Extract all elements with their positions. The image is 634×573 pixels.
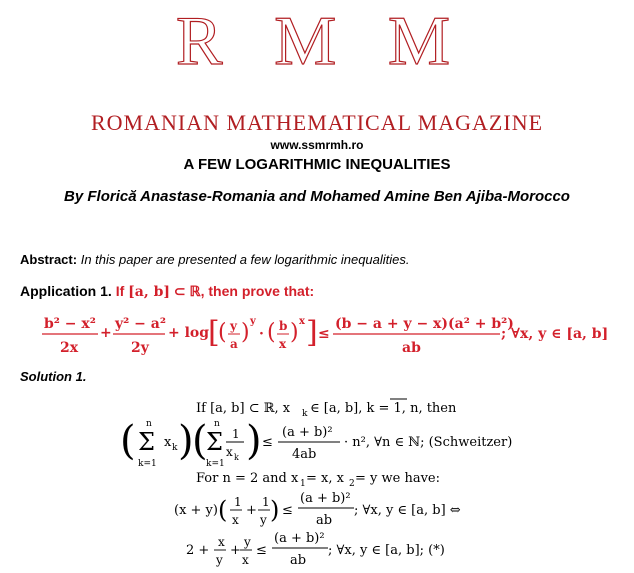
svg-text:1: 1 — [262, 495, 270, 509]
svg-text:+: + — [100, 325, 112, 341]
svg-text:; ∀x, y ∈ [a, b]: ; ∀x, y ∈ [a, b] — [501, 326, 609, 342]
svg-text:(: ( — [120, 418, 136, 464]
svg-text:y: y — [230, 319, 237, 333]
svg-text:(a + b)²: (a + b)² — [282, 425, 333, 440]
svg-text:≤: ≤ — [256, 543, 267, 558]
abstract-text: In this paper are presented a few logarithmic inequalities. — [80, 252, 410, 267]
svg-text:(: ( — [192, 418, 208, 464]
line5-tail: ; ∀x, y ∈ [a, b]; (*) — [328, 543, 445, 558]
paper-authors: By Florică Anastase-Romania and Mohamed Amine Ben Ajiba-Morocco — [64, 188, 570, 205]
svg-text:2 +: 2 + — [186, 543, 210, 558]
svg-text:y: y — [216, 553, 223, 567]
svg-text:x: x — [164, 435, 172, 450]
application-interval: [a, b] — [128, 284, 170, 300]
svg-text:(: ( — [267, 320, 276, 345]
svg-text:]: ] — [306, 315, 318, 350]
svg-text:1: 1 — [234, 495, 242, 509]
line4-tail: ; ∀x, y ∈ [a, b] ⇔ — [354, 503, 461, 518]
svg-text:x: x — [226, 445, 233, 459]
svg-text:2y: 2y — [131, 340, 149, 356]
svg-text:k=1: k=1 — [138, 459, 157, 469]
svg-text:y: y — [260, 513, 267, 527]
svg-text:): ) — [246, 418, 262, 464]
application-if: If — [115, 283, 129, 299]
svg-text:4ab: 4ab — [292, 447, 317, 462]
svg-text:): ) — [241, 320, 250, 345]
svg-text:b² − x²: b² − x² — [44, 316, 96, 332]
svg-text:b: b — [279, 319, 288, 333]
svg-text:n: n — [146, 419, 152, 429]
application-rest: ⊂ ℝ, then prove that: — [170, 283, 315, 299]
abstract — [20, 252, 410, 267]
svg-text:ab: ab — [316, 513, 333, 528]
abstract-label: Abstract: — [20, 252, 78, 267]
svg-text:k: k — [234, 453, 239, 462]
svg-text:+ log: + log — [168, 325, 210, 341]
svg-text:x: x — [232, 513, 239, 527]
rmm-logo: R M M — [175, 3, 459, 80]
svg-text:2x: 2x — [60, 340, 79, 356]
svg-text:·: · — [259, 326, 264, 342]
svg-text:a: a — [230, 337, 238, 351]
svg-text:[: [ — [208, 315, 220, 350]
svg-text:+: + — [246, 503, 257, 518]
svg-text:k: k — [302, 409, 308, 419]
svg-text:): ) — [270, 496, 280, 524]
svg-text:ab: ab — [290, 553, 307, 568]
svg-text:(: ( — [218, 320, 227, 345]
svg-text:∈ [a, b], k = 1, n, then: ∈ [a, b], k = 1, n, then — [310, 401, 457, 416]
svg-text:(b − a + y − x)(a² + b²): (b − a + y − x)(a² + b²) — [335, 316, 514, 332]
svg-text:≤: ≤ — [262, 435, 273, 450]
application-1 — [20, 283, 314, 300]
svg-text:x: x — [218, 535, 225, 549]
magazine-name: ROMANIAN MATHEMATICAL MAGAZINE — [90, 110, 544, 135]
svg-text:ab: ab — [402, 340, 421, 356]
svg-text:≤: ≤ — [282, 503, 293, 518]
svg-text:y: y — [244, 535, 251, 549]
site-url[interactable]: www.ssmrmh.ro — [270, 138, 364, 152]
svg-text:2: 2 — [349, 479, 355, 489]
solution-label: Solution 1. — [20, 369, 87, 384]
svg-text:(a + b)²: (a + b)² — [274, 531, 325, 546]
svg-text:1: 1 — [232, 427, 240, 441]
svg-text:x: x — [279, 337, 287, 351]
svg-text:k: k — [172, 443, 178, 453]
svg-text:): ) — [290, 320, 299, 345]
svg-text:Σ: Σ — [138, 428, 155, 456]
svg-text:(: ( — [218, 496, 228, 524]
solution-body — [0, 390, 634, 573]
svg-text:Σ: Σ — [206, 428, 223, 456]
svg-text:For n = 2 and x: For n = 2 and x — [196, 471, 299, 486]
svg-text:): ) — [178, 418, 194, 464]
svg-text:x: x — [242, 553, 249, 567]
application-label: Application 1. — [20, 283, 112, 299]
svg-text:(x + y): (x + y) — [174, 503, 218, 518]
svg-text:n: n — [214, 419, 220, 429]
svg-text:(a + b)²: (a + b)² — [300, 491, 351, 506]
svg-text:x: x — [299, 316, 305, 327]
svg-text:= y we have:: = y we have: — [355, 471, 440, 486]
main-inequality — [0, 306, 634, 362]
svg-text:y: y — [250, 316, 256, 327]
svg-text:If [a, b] ⊂ ℝ, x: If [a, b] ⊂ ℝ, x — [196, 401, 291, 416]
svg-text:y² − a²: y² − a² — [115, 316, 166, 332]
schweitzer-tail: · n², ∀n ∈ ℕ; (Schweitzer) — [344, 435, 513, 450]
paper-title: A FEW LOGARITHMIC INEQUALITIES — [183, 156, 451, 173]
svg-text:1: 1 — [300, 479, 306, 489]
svg-text:≤: ≤ — [318, 326, 330, 342]
svg-text:+: + — [230, 543, 241, 558]
svg-text:k=1: k=1 — [206, 459, 225, 469]
svg-text:= x, x: = x, x — [306, 471, 344, 486]
